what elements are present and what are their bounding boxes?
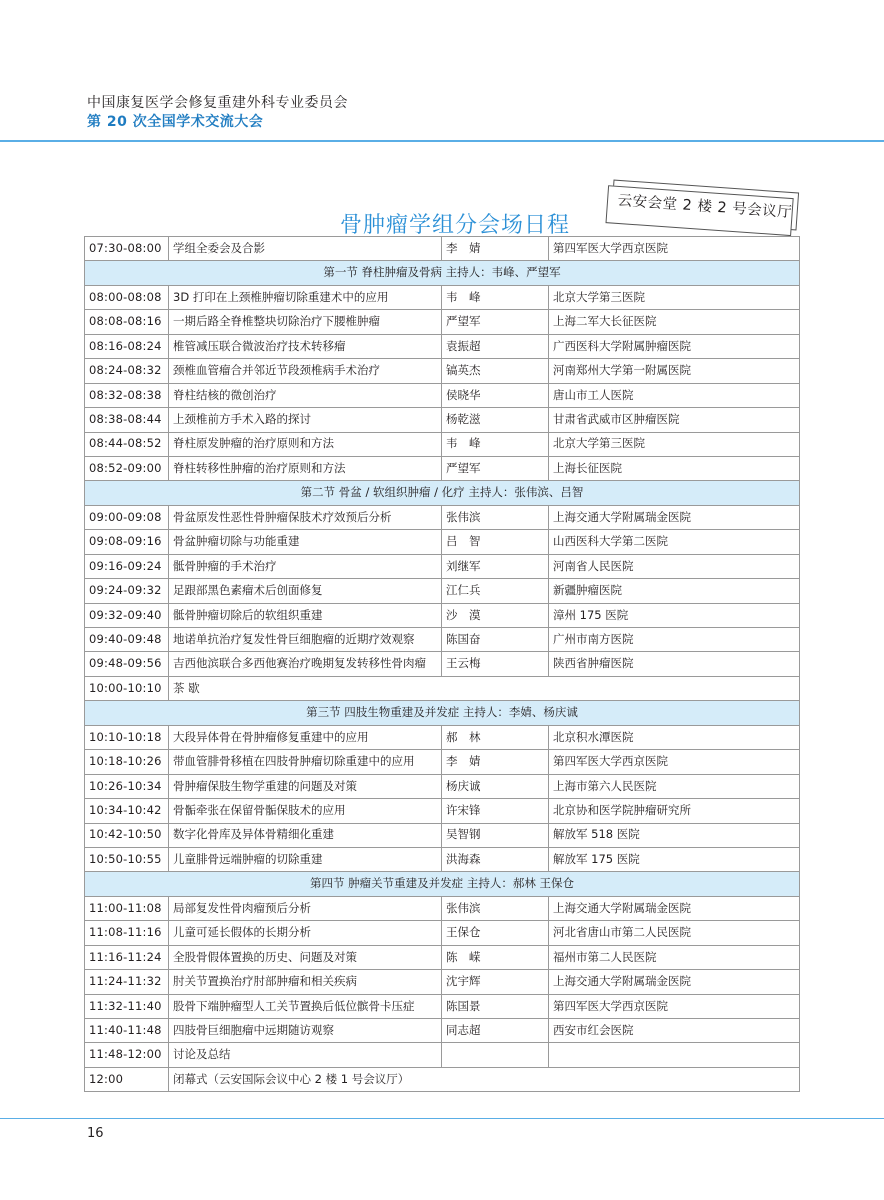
speaker-cell: 吕 智 [442, 530, 549, 554]
time-cell: 09:08-09:16 [85, 530, 169, 554]
table-row [85, 505, 800, 529]
topic-cell: 骨盆肿瘤切除与功能重建 [169, 530, 442, 554]
table-row [85, 652, 800, 676]
topic-cell: 全股骨假体置换的历史、问题及对策 [169, 945, 442, 969]
topic-cell: 茶 歇 [169, 676, 800, 700]
table-row [85, 530, 800, 554]
institution-cell: 北京大学第三医院 [549, 285, 800, 309]
topic-cell: 闭幕式（云安国际会议中心 2 楼 1 号会议厅） [169, 1067, 800, 1091]
topic-cell: 儿童腓骨远端肿瘤的切除重建 [169, 847, 442, 871]
institution-cell: 解放军 518 医院 [549, 823, 800, 847]
speaker-cell: 王保仓 [442, 921, 549, 945]
schedule-table [84, 236, 800, 1092]
speaker-cell: 侯晓华 [442, 383, 549, 407]
table-row [85, 1067, 800, 1091]
topic-cell: 地诺单抗治疗复发性骨巨细胞瘤的近期疗效观察 [169, 628, 442, 652]
speaker-cell: 张伟滨 [442, 505, 549, 529]
institution-cell: 陕西省肿瘤医院 [549, 652, 800, 676]
table-row [85, 994, 800, 1018]
time-cell: 11:40-11:48 [85, 1019, 169, 1043]
topic-cell: 足跟部黑色素瘤术后创面修复 [169, 579, 442, 603]
topic-cell: 带血管腓骨移植在四肢骨肿瘤切除重建中的应用 [169, 750, 442, 774]
topic-cell: 脊柱转移性肿瘤的治疗原则和方法 [169, 456, 442, 480]
time-cell: 08:00-08:08 [85, 285, 169, 309]
speaker-cell: 洪海森 [442, 847, 549, 871]
topic-cell: 吉西他滨联合多西他赛治疗晚期复发转移性骨肉瘤 [169, 652, 442, 676]
time-cell: 10:10-10:18 [85, 725, 169, 749]
topic-cell: 股骨下端肿瘤型人工关节置换后低位髌骨卡压症 [169, 994, 442, 1018]
table-row [85, 383, 800, 407]
time-cell: 09:16-09:24 [85, 554, 169, 578]
time-cell: 11:48-12:00 [85, 1043, 169, 1067]
speaker-cell: 韦 峰 [442, 432, 549, 456]
speaker-cell [442, 1043, 549, 1067]
speaker-cell: 严望军 [442, 310, 549, 334]
speaker-cell: 李 婧 [442, 750, 549, 774]
time-cell: 08:52-09:00 [85, 456, 169, 480]
institution-cell: 福州市第二人民医院 [549, 945, 800, 969]
topic-cell: 骶骨肿瘤切除后的软组织重建 [169, 603, 442, 627]
table-row [85, 310, 800, 334]
time-cell: 08:44-08:52 [85, 432, 169, 456]
table-row [85, 408, 800, 432]
institution-cell: 西安市红会医院 [549, 1019, 800, 1043]
institution-cell: 北京积水潭医院 [549, 725, 800, 749]
institution-cell: 上海交通大学附属瑞金医院 [549, 505, 800, 529]
institution-cell: 河北省唐山市第二人民医院 [549, 921, 800, 945]
page-number: 16 [87, 1126, 104, 1141]
institution-cell: 唐山市工人医院 [549, 383, 800, 407]
section-header: 第一节 脊柱肿瘤及骨病 主持人：韦峰、严望军 [85, 261, 800, 285]
section-header-row [85, 261, 800, 285]
time-cell: 08:16-08:24 [85, 334, 169, 358]
footer-divider [0, 1118, 884, 1119]
time-cell: 10:34-10:42 [85, 799, 169, 823]
institution-cell: 山西医科大学第二医院 [549, 530, 800, 554]
section-header: 第四节 肿瘤关节重建及并发症 主持人：郝林 王保仓 [85, 872, 800, 896]
topic-cell: 骶骨肿瘤的手术治疗 [169, 554, 442, 578]
speaker-cell: 张伟滨 [442, 896, 549, 920]
time-cell: 10:26-10:34 [85, 774, 169, 798]
speaker-cell: 杨乾滋 [442, 408, 549, 432]
institution-cell: 上海交通大学附属瑞金医院 [549, 970, 800, 994]
table-row [85, 432, 800, 456]
institution-cell: 新疆肿瘤医院 [549, 579, 800, 603]
time-cell: 11:16-11:24 [85, 945, 169, 969]
time-cell: 10:42-10:50 [85, 823, 169, 847]
institution-cell: 广西医科大学附属肿瘤医院 [549, 334, 800, 358]
speaker-cell: 杨庆诚 [442, 774, 549, 798]
institution-cell: 第四军医大学西京医院 [549, 750, 800, 774]
venue-stamp: 云安会堂 2 楼 2 号会议厅 [611, 180, 799, 231]
schedule-body [85, 237, 800, 1092]
institution-cell: 漳州 175 医院 [549, 603, 800, 627]
topic-cell: 椎管减压联合微波治疗技术转移瘤 [169, 334, 442, 358]
speaker-cell: 刘继军 [442, 554, 549, 578]
topic-cell: 大段异体骨在骨肿瘤修复重建中的应用 [169, 725, 442, 749]
table-row [85, 628, 800, 652]
topic-cell: 骨骺牵张在保留骨骺保肢术的应用 [169, 799, 442, 823]
table-row [85, 1019, 800, 1043]
time-cell: 10:18-10:26 [85, 750, 169, 774]
speaker-cell: 许宋锋 [442, 799, 549, 823]
conference-name: 第 20 次全国学术交流大会 [87, 114, 264, 130]
topic-cell: 3D 打印在上颈椎肿瘤切除重建术中的应用 [169, 285, 442, 309]
speaker-cell: 沈宇辉 [442, 970, 549, 994]
time-cell: 11:24-11:32 [85, 970, 169, 994]
header-divider [0, 140, 884, 142]
institution-cell: 上海二军大长征医院 [549, 310, 800, 334]
speaker-cell: 严望军 [442, 456, 549, 480]
table-row [85, 456, 800, 480]
table-row [85, 847, 800, 871]
topic-cell: 学组全委会及合影 [169, 237, 442, 261]
speaker-cell: 袁振超 [442, 334, 549, 358]
institution-cell: 北京协和医学院肿瘤研究所 [549, 799, 800, 823]
speaker-cell: 沙 漠 [442, 603, 549, 627]
section-header: 第二节 骨盆 / 软组织肿瘤 / 化疗 主持人：张伟滨、吕智 [85, 481, 800, 505]
table-row [85, 1043, 800, 1067]
institution-cell: 解放军 175 医院 [549, 847, 800, 871]
institution-cell: 河南郑州大学第一附属医院 [549, 359, 800, 383]
time-cell: 09:32-09:40 [85, 603, 169, 627]
table-row [85, 799, 800, 823]
speaker-cell: 郝 林 [442, 725, 549, 749]
institution-cell: 甘肃省武威市区肿瘤医院 [549, 408, 800, 432]
time-cell: 08:08-08:16 [85, 310, 169, 334]
page-header [87, 94, 348, 132]
topic-cell: 数字化骨库及异体骨精细化重建 [169, 823, 442, 847]
topic-cell: 骨肿瘤保肢生物学重建的问题及对策 [169, 774, 442, 798]
table-row [85, 921, 800, 945]
speaker-cell: 镐英杰 [442, 359, 549, 383]
schedule-title: 骨肿瘤学组分会场日程 [340, 213, 571, 238]
section-header: 第三节 四肢生物重建及并发症 主持人：李婧、杨庆诚 [85, 701, 800, 725]
table-row [85, 285, 800, 309]
institution-cell: 河南省人民医院 [549, 554, 800, 578]
topic-cell: 局部复发性骨肉瘤预后分析 [169, 896, 442, 920]
speaker-cell: 李 婧 [442, 237, 549, 261]
topic-cell: 骨盆原发性恶性骨肿瘤保肢术疗效预后分析 [169, 505, 442, 529]
section-header-row [85, 481, 800, 505]
time-cell: 11:32-11:40 [85, 994, 169, 1018]
time-cell: 09:24-09:32 [85, 579, 169, 603]
table-row [85, 334, 800, 358]
table-row [85, 823, 800, 847]
table-row [85, 970, 800, 994]
topic-cell: 颈椎血管瘤合并邻近节段颈椎病手术治疗 [169, 359, 442, 383]
speaker-cell: 韦 峰 [442, 285, 549, 309]
table-row [85, 725, 800, 749]
table-row [85, 237, 800, 261]
time-cell: 09:00-09:08 [85, 505, 169, 529]
institution-cell: 上海交通大学附属瑞金医院 [549, 896, 800, 920]
topic-cell: 肘关节置换治疗肘部肿瘤和相关疾病 [169, 970, 442, 994]
institution-cell: 上海长征医院 [549, 456, 800, 480]
time-cell: 08:24-08:32 [85, 359, 169, 383]
speaker-cell: 江仁兵 [442, 579, 549, 603]
topic-cell: 儿童可延长假体的长期分析 [169, 921, 442, 945]
speaker-cell: 王云梅 [442, 652, 549, 676]
time-cell: 08:38-08:44 [85, 408, 169, 432]
table-row [85, 945, 800, 969]
institution-cell [549, 1043, 800, 1067]
topic-cell: 脊柱结核的微创治疗 [169, 383, 442, 407]
institution-cell: 第四军医大学西京医院 [549, 994, 800, 1018]
topic-cell: 一期后路全脊椎整块切除治疗下腰椎肿瘤 [169, 310, 442, 334]
organization-name: 中国康复医学会修复重建外科专业委员会 [87, 95, 348, 111]
topic-cell: 脊柱原发肿瘤的治疗原则和方法 [169, 432, 442, 456]
institution-cell: 北京大学第三医院 [549, 432, 800, 456]
time-cell: 10:00-10:10 [85, 676, 169, 700]
table-row [85, 774, 800, 798]
speaker-cell: 吴智钢 [442, 823, 549, 847]
topic-cell: 上颈椎前方手术入路的探讨 [169, 408, 442, 432]
table-row [85, 359, 800, 383]
topic-cell: 讨论及总结 [169, 1043, 442, 1067]
time-cell: 12:00 [85, 1067, 169, 1091]
institution-cell: 广州市南方医院 [549, 628, 800, 652]
topic-cell: 四肢骨巨细胞瘤中远期随访观察 [169, 1019, 442, 1043]
section-header-row [85, 701, 800, 725]
time-cell: 08:32-08:38 [85, 383, 169, 407]
time-cell: 11:08-11:16 [85, 921, 169, 945]
speaker-cell: 同志超 [442, 1019, 549, 1043]
speaker-cell: 陈国景 [442, 994, 549, 1018]
section-header-row [85, 872, 800, 896]
table-row [85, 676, 800, 700]
table-row [85, 750, 800, 774]
institution-cell: 第四军医大学西京医院 [549, 237, 800, 261]
table-row [85, 603, 800, 627]
time-cell: 09:40-09:48 [85, 628, 169, 652]
speaker-cell: 陈国奋 [442, 628, 549, 652]
time-cell: 07:30-08:00 [85, 237, 169, 261]
table-row [85, 896, 800, 920]
table-row [85, 579, 800, 603]
time-cell: 09:48-09:56 [85, 652, 169, 676]
speaker-cell: 陈 嵘 [442, 945, 549, 969]
time-cell: 10:50-10:55 [85, 847, 169, 871]
institution-cell: 上海市第六人民医院 [549, 774, 800, 798]
time-cell: 11:00-11:08 [85, 896, 169, 920]
table-row [85, 554, 800, 578]
